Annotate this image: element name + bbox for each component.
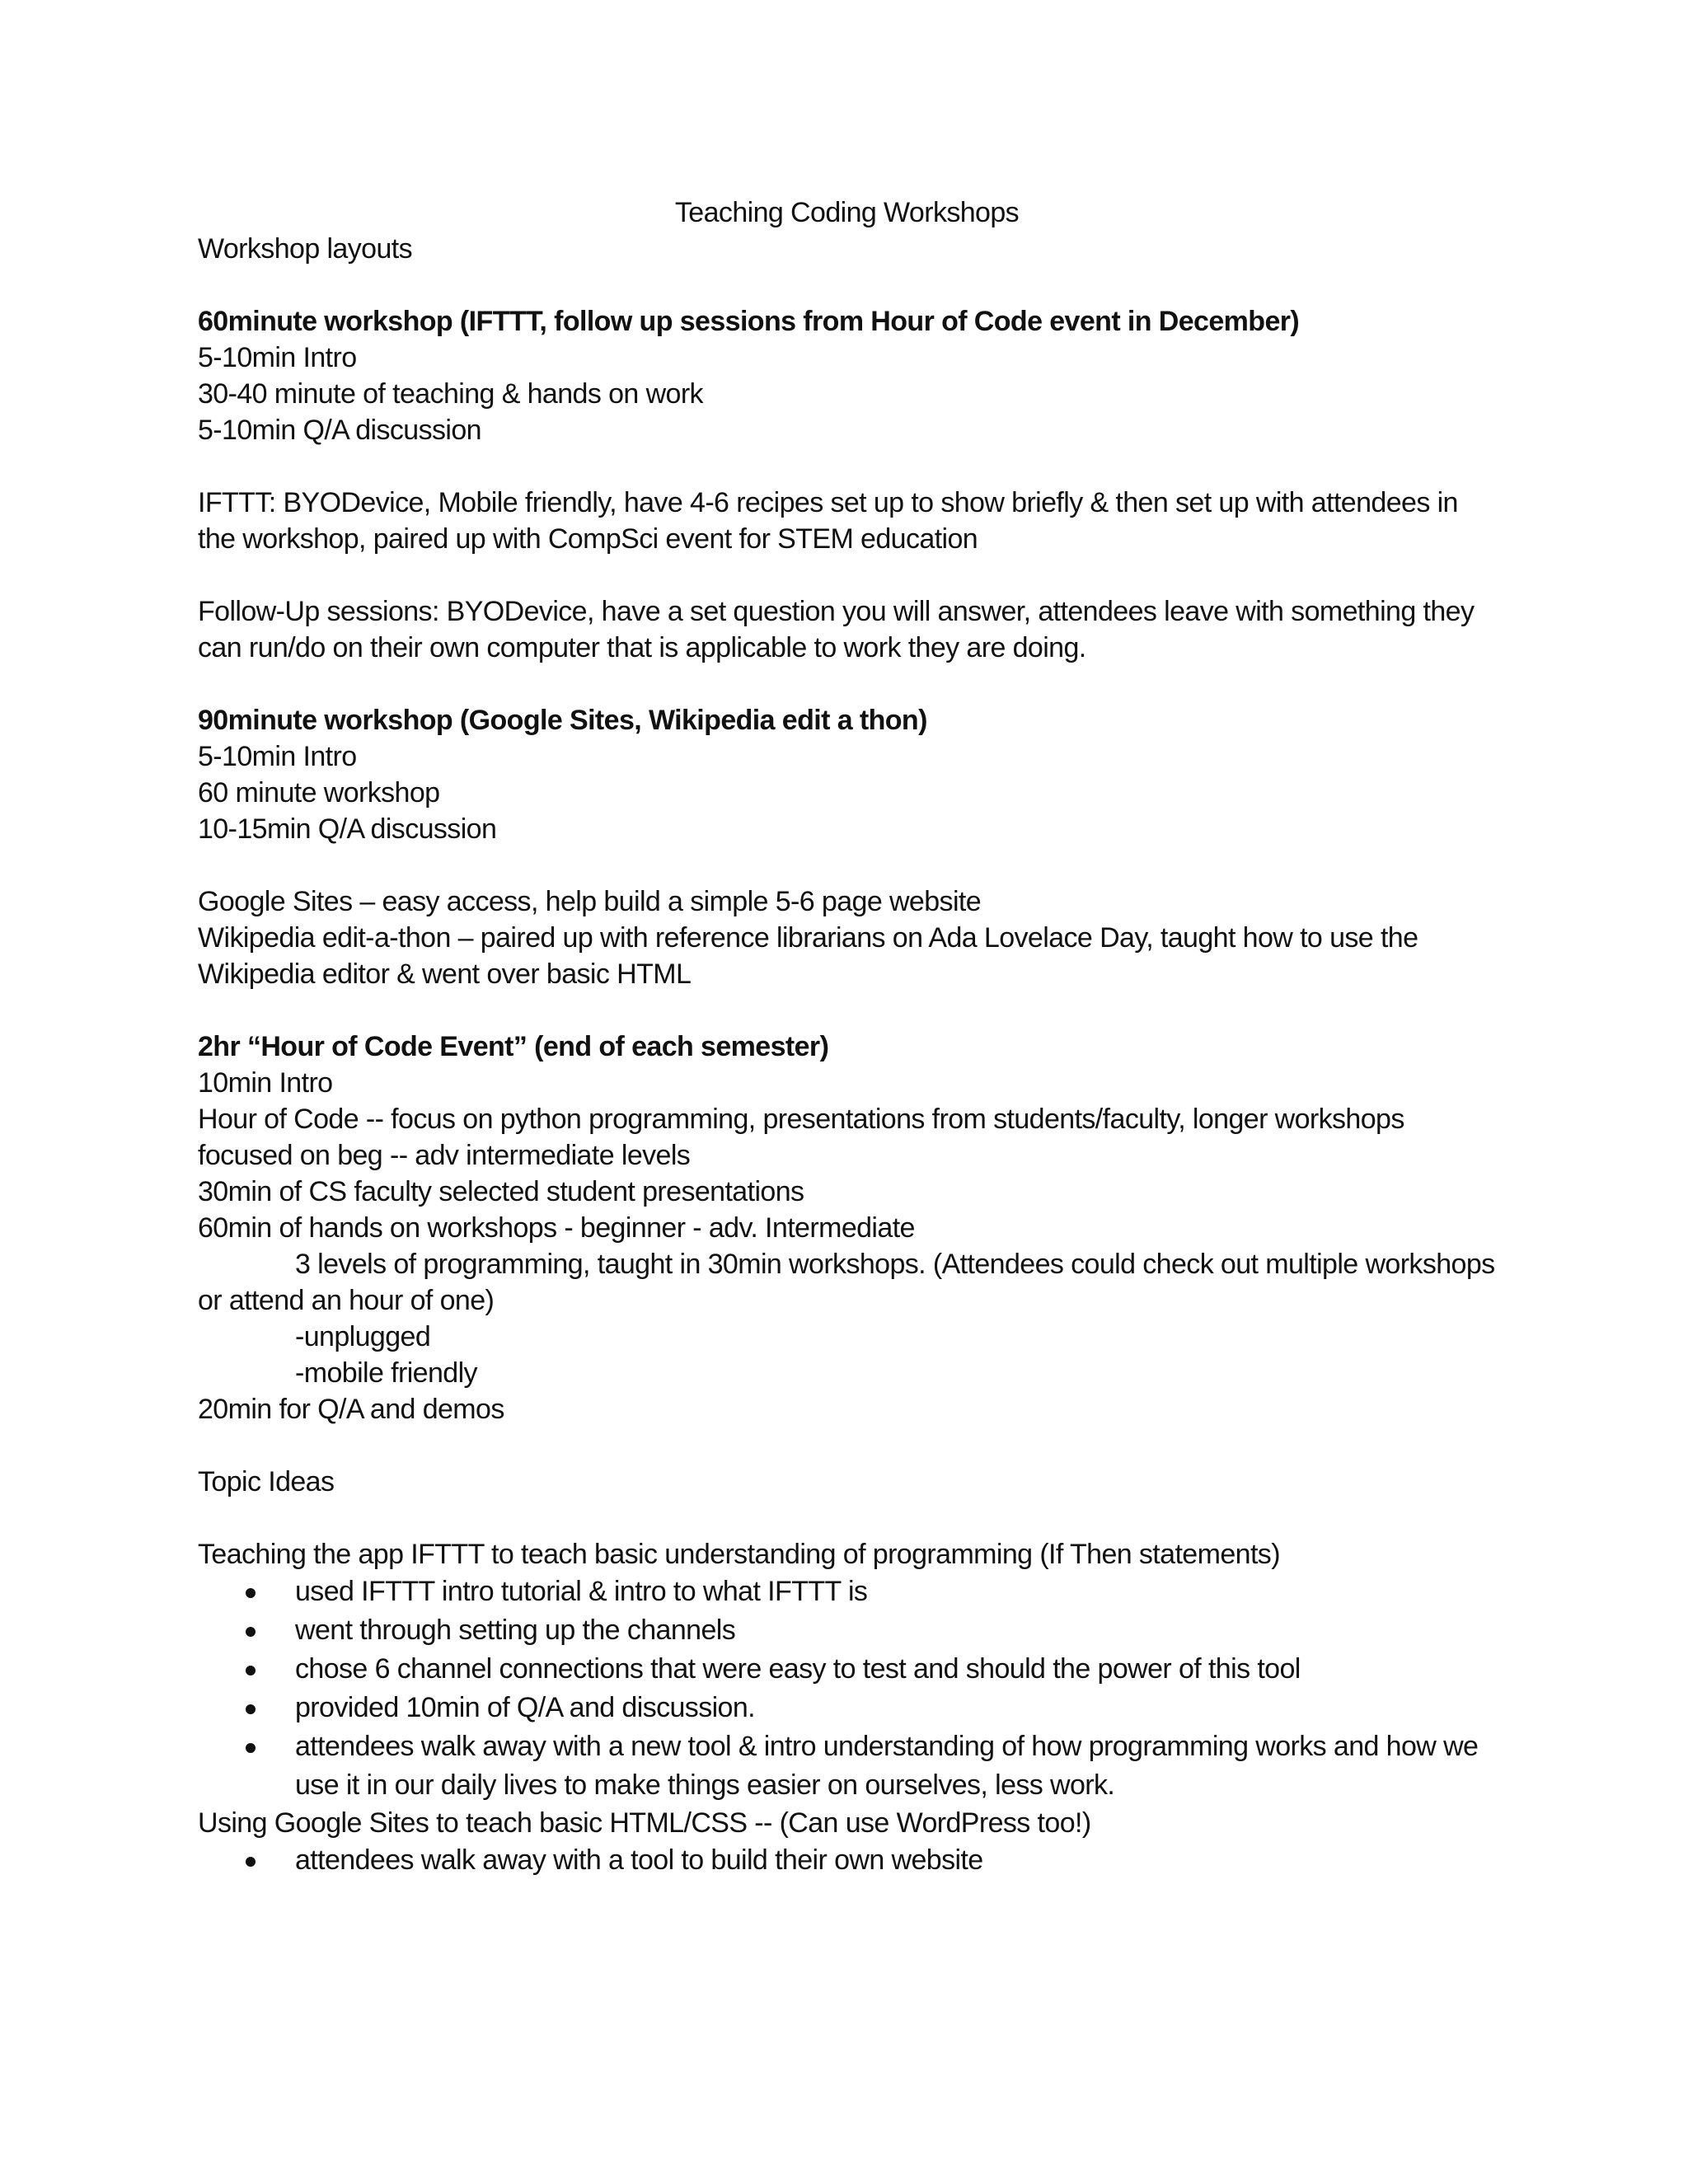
- list-item-text: used IFTTT intro tutorial & intro to what IFTTT is: [295, 1576, 868, 1607]
- list-item: [198, 1611, 1500, 1650]
- followup-note: Follow-Up sessions: BYODevice, have a set question you will answer, attendees leave with something they can run/do on their own computer that is applicable to work they are doing.: [198, 596, 1475, 663]
- section-60-line: 5-10min Intro: [198, 342, 357, 373]
- document-subtitle: Workshop layouts: [198, 233, 413, 265]
- section-60-line: 30-40 minute of teaching & hands on work: [198, 378, 703, 410]
- google-sites-note: Google Sites – easy access, help build a simple 5-6 page website: [198, 886, 982, 917]
- list-item: [198, 1689, 1500, 1727]
- list-item-text: went through setting up the channels: [295, 1615, 736, 1646]
- spacer: [198, 847, 1500, 883]
- section-90-line: 10-15min Q/A discussion: [198, 813, 497, 845]
- spacer: [198, 1500, 1500, 1536]
- section-60-heading: 60minute workshop (IFTTT, follow up sessions from Hour of Code event in December): [198, 306, 1300, 337]
- mobile-line: -mobile friendly: [295, 1357, 477, 1389]
- spacer: [198, 267, 1500, 303]
- bullet-icon: [246, 1857, 256, 1867]
- sites-topic-intro: Using Google Sites to teach basic HTML/CSS -- (Can use WordPress too!): [198, 1807, 1091, 1839]
- bullet-icon: [246, 1588, 256, 1598]
- spacer: [198, 666, 1500, 702]
- bullet-icon: [246, 1666, 256, 1675]
- section-90-line: 60 minute workshop: [198, 777, 440, 808]
- document-title: Teaching Coding Workshops: [674, 197, 1020, 228]
- document-body: [198, 194, 1500, 1880]
- spacer: [198, 448, 1500, 485]
- list-item: [198, 1841, 1500, 1880]
- list-item-text: provided 10min of Q/A and discussion.: [295, 1692, 756, 1723]
- bullet-icon: [246, 1704, 256, 1714]
- list-item-text: attendees walk away with a tool to build their own website: [295, 1844, 983, 1876]
- list-item: [198, 1572, 1500, 1611]
- ifttt-note: IFTTT: BYODevice, Mobile friendly, have 4-6 recipes set up to show briefly & then set up with attendees in the workshop, paired up with CompSci event for STEM education: [198, 487, 1458, 555]
- levels-line: 3 levels of programming, taught in 30min workshops. (Attendees could check out multiple workshops or attend an hour of one): [198, 1249, 1495, 1316]
- qa-line: 20min for Q/A and demos: [198, 1394, 504, 1425]
- section-90-heading: 90minute workshop (Google Sites, Wikipedia edit a thon): [198, 705, 927, 736]
- spacer: [198, 992, 1500, 1029]
- section-90-line: 5-10min Intro: [198, 741, 357, 772]
- spacer: [198, 1427, 1500, 1464]
- section-2hr-heading: 2hr “Hour of Code Event” (end of each semester): [198, 1031, 829, 1062]
- list-item-text: attendees walk away with a new tool & intro understanding of how programming works and how we use it in our daily lives to make things easier on ourselves, less work.: [295, 1731, 1479, 1801]
- list-item: [198, 1727, 1500, 1805]
- hour-of-code-line: Hour of Code -- focus on python programming, presentations from students/faculty, longer workshops focused on beg -- adv intermediate levels: [198, 1104, 1404, 1171]
- bullet-icon: [246, 1743, 256, 1753]
- hands-on-line: 60min of hands on workshops - beginner - adv. Intermediate: [198, 1212, 915, 1244]
- sites-bullet-list: [198, 1841, 1500, 1880]
- bullet-icon: [246, 1627, 256, 1637]
- section-60-line: 5-10min Q/A discussion: [198, 415, 481, 446]
- list-item-text: chose 6 channel connections that were easy to test and should the power of this tool: [295, 1653, 1301, 1685]
- presentations-line: 30min of CS faculty selected student presentations: [198, 1176, 804, 1207]
- unplugged-line: -unplugged: [295, 1321, 431, 1352]
- section-2hr-intro: 10min Intro: [198, 1067, 333, 1099]
- ifttt-topic-intro: Teaching the app IFTTT to teach basic understanding of programming (If Then statements): [198, 1539, 1280, 1570]
- ifttt-bullet-list: [198, 1572, 1500, 1805]
- spacer: [198, 557, 1500, 593]
- wikipedia-note: Wikipedia edit-a-thon – paired up with reference librarians on Ada Lovelace Day, taught how to use the Wikipedia editor & went over basic HTML: [198, 922, 1418, 990]
- topic-ideas-heading: Topic Ideas: [198, 1466, 335, 1497]
- list-item: [198, 1650, 1500, 1689]
